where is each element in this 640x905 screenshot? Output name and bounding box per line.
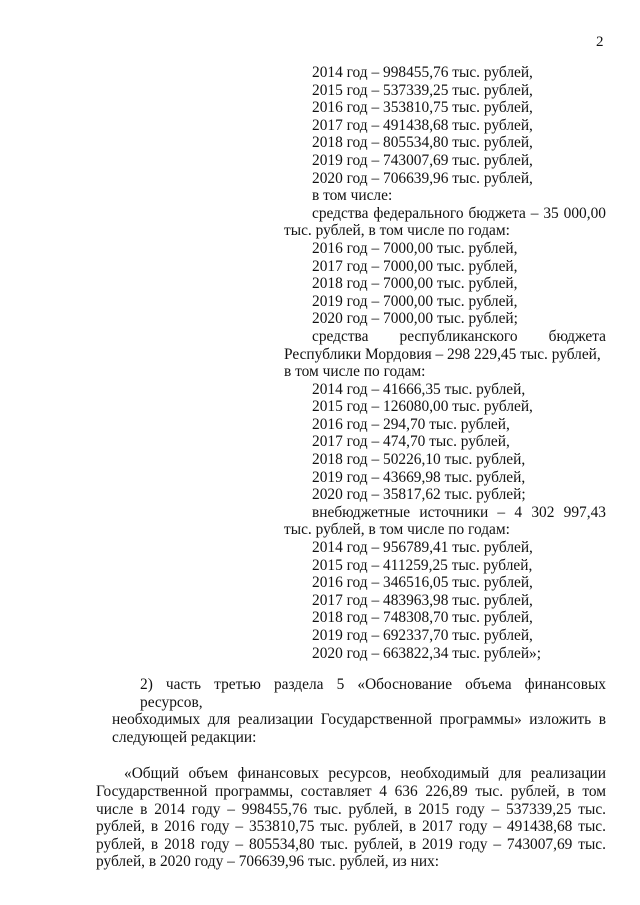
main-text (96, 676, 606, 871)
funding-line: 2017 год – 483963,98 тыс. рублей, (312, 591, 533, 609)
funding-line: 2017 год – 7000,00 тыс. рублей, (312, 257, 518, 275)
funding-line: 2018 год – 805534,80 тыс. рублей, (312, 134, 533, 152)
funding-line: 2016 год – 7000,00 тыс. рублей, (312, 239, 518, 257)
funding-line: 2018 год – 7000,00 тыс. рублей, (312, 275, 518, 293)
item-2-paragraph (28, 676, 606, 746)
funding-line: средства республиканского бюджета (312, 327, 606, 345)
funding-line: 2019 год – 7000,00 тыс. рублей, (312, 292, 518, 310)
funding-line: 2019 год – 43669,98 тыс. рублей, (312, 468, 526, 486)
funding-line: 2014 год – 998455,76 тыс. рублей, (312, 64, 533, 81)
quote-line: рублей, в 2016 году – 353810,75 тыс. рублей, в 2017 году – 491438,68 тыс. (96, 818, 606, 836)
funding-line: 2019 год – 692337,70 тыс. рублей, (312, 627, 533, 644)
funding-block (284, 64, 606, 662)
funding-line: 2018 год – 50226,10 тыс. рублей, (312, 451, 526, 469)
page-number: 2 (596, 34, 604, 50)
item-2-line: следующей редакции: (112, 728, 257, 746)
funding-line: 2014 год – 41666,35 тыс. рублей, (312, 380, 526, 398)
funding-line: в том числе: (312, 187, 393, 205)
funding-line: 2016 год – 353810,75 тыс. рублей, (312, 99, 533, 117)
funding-line: 2017 год – 491438,68 тыс. рублей, (312, 116, 533, 134)
funding-line: тыс. рублей, в том числе по годам: (284, 521, 510, 539)
quote-line: числе в 2014 году – 998455,76 тыс. рублей, в 2015 году – 537339,25 тыс. (96, 800, 606, 818)
funding-line: 2015 год – 411259,25 тыс. рублей, (312, 556, 533, 574)
funding-line: 2015 год – 537339,25 тыс. рублей, (312, 81, 533, 99)
funding-line: Республики Мордовия – 298 229,45 тыс. рублей, (284, 345, 601, 363)
funding-line: 2020 год – 35817,62 тыс. рублей; (312, 486, 526, 504)
funding-line: 2019 год – 743007,69 тыс. рублей, (312, 151, 533, 169)
funding-line: 2015 год – 126080,00 тыс. рублей, (312, 398, 533, 416)
funding-line: 2018 год – 748308,70 тыс. рублей, (312, 609, 533, 627)
quote-line: рублей, в 2020 году – 706639,96 тыс. рублей, из них: (96, 853, 440, 871)
funding-line: внебюджетные источники – 4 302 997,43 (312, 503, 606, 521)
item-2-line: необходимых для реализации Государственной программы» изложить в (112, 711, 606, 729)
funding-line: тыс. рублей, в том числе по годам: (284, 222, 510, 240)
funding-line: 2020 год – 663822,34 тыс. рублей»; (312, 644, 542, 662)
funding-line: 2020 год – 7000,00 тыс. рублей; (312, 310, 518, 328)
quote-line: «Общий объем финансовых ресурсов, необходимый для реализации (124, 765, 606, 783)
item-2-line: 2) часть третью раздела 5 «Обоснование объема финансовых ресурсов, (140, 676, 606, 711)
quote-paragraph (96, 765, 606, 871)
funding-line: 2016 год – 294,70 тыс. рублей, (312, 415, 510, 433)
quote-line: рублей, в 2018 году – 805534,80 тыс. рублей, в 2019 году – 743007,69 тыс. (96, 835, 606, 853)
funding-line: в том числе по годам: (284, 363, 426, 381)
funding-line: 2017 год – 474,70 тыс. рублей, (312, 433, 510, 451)
funding-line: средства федерального бюджета – 35 000,00 (312, 204, 606, 222)
funding-line: 2020 год – 706639,96 тыс. рублей, (312, 169, 533, 187)
funding-line: 2014 год – 956789,41 тыс. рублей, (312, 539, 533, 557)
funding-line: 2016 год – 346516,05 тыс. рублей, (312, 574, 533, 592)
quote-line: Государственной программы, составляет 4 636 226,89 тыс. рублей, в том (96, 782, 606, 800)
